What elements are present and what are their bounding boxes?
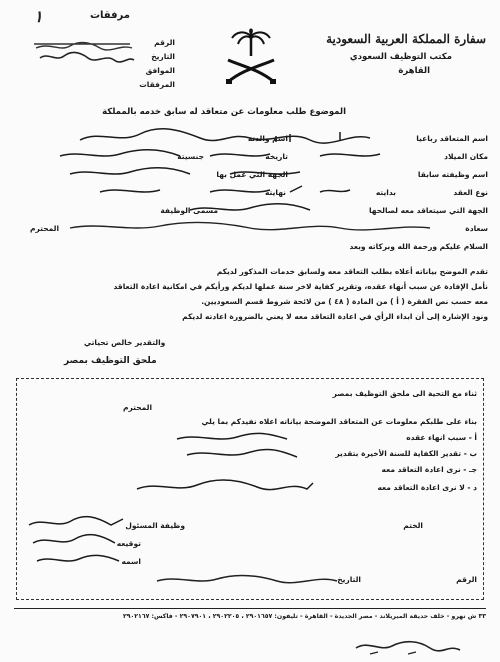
reply-section: [16, 378, 484, 600]
corresponding-label: الموافق: [145, 66, 175, 75]
body-paragraph-4: ونود الإشارة إلى أن ابداء الرأي في اعادة التعاقد معه لا يعني بالضرورة اعادته لديكم: [182, 312, 488, 321]
signature-label: توقيعه: [116, 539, 141, 548]
reply-addressee: ثناء مع التحية الى ملحق التوظيف بمصر: [332, 389, 477, 398]
reply-intro: بناء على طلبكم معلومات عن المتعاقد الموضحة بياناته اعلاه نفيدكم بما يلي: [201, 417, 477, 426]
footer-address: ٣٣ ش نهرو - خلف حديقة الميريلاند - مصر الجديدة - القاهرة - تليفون: ٢٩٠١٦٥٧ ، ٢٩٠٢٢٠٥ ، ٢٩٠٧٩٠١ - فاكس: ٢٩٠٢١٦٧: [122, 613, 486, 620]
reply-item-d: د - لا نرى اعادة التعاقد معه: [377, 483, 477, 492]
subject-line: الموضوع طلب معلومات عن متعاقد له سابق خدمه بالمملكة: [102, 107, 346, 117]
handwritten-ref-scribble: [30, 38, 140, 68]
handwritten-official-signature: [23, 515, 143, 575]
closing-line: والتقدير خالص تحياتي: [84, 338, 166, 347]
official-title-label: وظيفة المسئول: [125, 521, 185, 530]
reply-item-a: أ - سبب انهاء عقده: [406, 433, 477, 442]
stamp-label: الختم: [403, 521, 423, 530]
office-name: مكتب التوظيف السعودي: [349, 52, 452, 62]
country-name: سفارة المملكة العربية السعودية: [326, 32, 486, 46]
handwritten-footer-note: [348, 636, 468, 658]
contract-start-label: بدايته: [375, 188, 396, 197]
body-paragraph-2: نأمل الإفادة عن سبب أنهاء عقده، وتقرير كفاية لاخر سنة عملها لديكم ورأيكم في امكانية اعادة التعاقد: [113, 282, 488, 291]
reply-item-b: ب - تقدير الكفاية للسنة الأخيرة بتقدير: [335, 449, 477, 458]
ref-number-label: الرقم: [154, 38, 175, 47]
salutation-respect: المحترم: [30, 224, 60, 233]
birthplace-label: مكان الميلاد: [444, 152, 488, 161]
nationality-label: جنسيته: [177, 152, 204, 161]
salutation-label: سعادة: [465, 224, 488, 233]
signoff-line: ملحق التوظيف بمصر: [64, 356, 157, 366]
reply-respect: المحترم: [123, 403, 153, 412]
contract-type-label: نوع العقد: [453, 188, 488, 197]
attachments-field-label: المرفقات: [139, 80, 175, 89]
previous-job-label: اسم وظيفته سابقا: [417, 170, 488, 179]
birthdate-label: تاريخه: [265, 152, 288, 161]
body-paragraph-3: معه حسب نص الفقرة ( أ ) من المادة ( ٤٨ ) من لائحة شروط قسم السعوديين.: [201, 297, 488, 306]
handwritten-ref-date: [147, 569, 347, 587]
handwritten-recipient: [60, 220, 440, 234]
handwritten-reply-entries: [117, 429, 397, 499]
reply-date-label: التاريخ: [337, 575, 361, 584]
greeting-line: السلام عليكم ورحمة الله وبركاته وبعد: [349, 242, 488, 251]
job-title-label: مسمى الوظيفة: [160, 206, 218, 215]
contractor-name-label: اسم المتعاقد رباعيا: [416, 134, 488, 143]
official-name-label: اسمه: [121, 557, 141, 566]
footer-divider: [14, 608, 486, 609]
body-paragraph-1: تقدم الموضح بياناته أعلاه بطلب التعاقد معه ولسابق خدمات المذكور لديكم: [216, 267, 488, 276]
saudi-emblem-icon: [222, 26, 280, 90]
city-name: القاهرة: [398, 66, 430, 76]
reply-number-label: الرقم: [456, 575, 477, 584]
page-number: ١: [34, 7, 43, 26]
contract-end-label: نهايته: [264, 188, 286, 197]
attachments-heading: مرفقات: [90, 10, 130, 21]
reply-item-c: جـ - نرى اعادة التعاقد معه: [381, 465, 477, 474]
mother-name-label: اسم والدته: [247, 134, 288, 143]
date-label: التاريخ: [151, 52, 175, 61]
new-employer-label: الجهة التي سيتعاقد معه لصالحها: [368, 206, 488, 215]
employer-label: الجهة التي عمل بها: [216, 170, 288, 179]
handwritten-field-entries: [40, 126, 460, 226]
